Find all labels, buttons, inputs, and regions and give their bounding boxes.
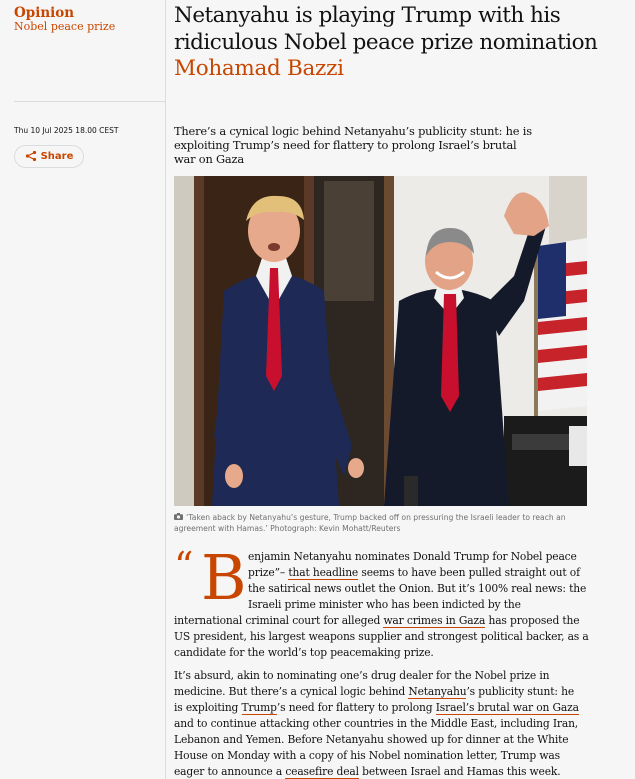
share-label: Share: [40, 151, 74, 162]
p1-line-4: Israeli prime minister who has been indicted by the: [248, 598, 521, 611]
p2-line-2: [174, 684, 574, 699]
main-photo: [174, 176, 587, 506]
p1-line-7: candidate for the world’s top peacemaking prize.: [174, 646, 434, 659]
headline-line-1: Netanyahu is playing Trump with his: [174, 3, 561, 28]
meta-column: [0, 0, 166, 779]
series-label[interactable]: Nobel peace prize: [14, 20, 116, 33]
p1-line-6: US president, his largest weapons supplier and strongest political backer, as a: [174, 630, 589, 643]
headline: [174, 2, 629, 56]
link-war-crimes[interactable]: war crimes in Gaza: [383, 614, 486, 627]
p1-line-1: enjamin Netanyahu nominates Donald Trump for Nobel peace: [248, 550, 577, 563]
headline-line-2: ridiculous Nobel peace prize nomination: [174, 30, 598, 55]
standfirst-line-2: exploiting Trump’s need for flattery to prolong Israel’s brutal: [174, 138, 517, 152]
p2-line-6: House on Monday with a copy of his Nobel nomination letter, Trump was: [174, 749, 560, 762]
standfirst: [174, 124, 554, 166]
p2-line-7: [174, 764, 560, 779]
link-israel-war-gaza[interactable]: Israel’s brutal war on Gaza: [435, 701, 579, 714]
p1-line-2: [248, 565, 580, 580]
p2-line-1: It’s absurd, akin to nominating one’s drug dealer for the Nobel prize in: [174, 669, 550, 682]
p1-line-5-end: has proposed the: [485, 614, 580, 627]
standfirst-line-3: war on Gaza: [174, 152, 244, 166]
publication-date: Thu 10 Jul 2025 18.00 CEST: [14, 126, 119, 135]
p1-line-5: [174, 613, 579, 628]
link-that-headline[interactable]: that headline: [288, 566, 359, 579]
quote-mark: “: [174, 544, 194, 588]
p2-line-7-start: eager to announce a: [174, 765, 286, 778]
share-icon: [25, 147, 37, 166]
p2-line-5: Lebanon and Yemen. Before Netanyahu showed up for dinner at the White: [174, 733, 569, 746]
p2-line-3-start: is exploiting: [174, 701, 242, 714]
byline-author[interactable]: Mohamad Bazzi: [174, 56, 344, 81]
p1-line-2-start: prize”–: [248, 566, 289, 579]
p1-line-3: the satirical news outlet the Onion. But it’s 100% real news: the: [248, 582, 587, 595]
photo-caption: [174, 512, 594, 534]
p2-line-3: [174, 700, 579, 715]
photo-illustration: [174, 176, 587, 506]
p2-line-4: and to continue attacking other countries in the Middle East, including Iran,: [174, 717, 579, 730]
share-button[interactable]: [14, 145, 84, 168]
p2-line-2-end: ’s publicity stunt: he: [466, 685, 574, 698]
dropcap: B: [201, 541, 247, 614]
link-netanyahu[interactable]: Netanyahu: [408, 685, 467, 698]
p2-line-3-mid: ’s need for flattery to prolong: [276, 701, 436, 714]
link-ceasefire-deal[interactable]: ceasefire deal: [285, 765, 359, 778]
p2-line-2-start: medicine. But there’s a cynical logic behind: [174, 685, 409, 698]
caption-text: ‘Taken aback by Netanyahu’s gesture, Trump backed off on pressuring the Israeli leader to reach an agreement with Hamas.’ Photograph: Kevin Mohatt/Reuters: [174, 513, 566, 533]
p1-line-2-end: seems to have been pulled straight out of: [358, 566, 580, 579]
link-trump[interactable]: Trump: [241, 701, 277, 714]
meta-divider: [14, 101, 166, 102]
standfirst-line-1: There’s a cynical logic behind Netanyahu’s publicity stunt: he is: [174, 124, 532, 138]
section-label[interactable]: Opinion: [14, 5, 75, 21]
camera-icon: [174, 512, 183, 523]
p1-line-5-start: international criminal court for alleged: [174, 614, 384, 627]
p2-line-7-end: between Israel and Hamas this week.: [358, 765, 561, 778]
